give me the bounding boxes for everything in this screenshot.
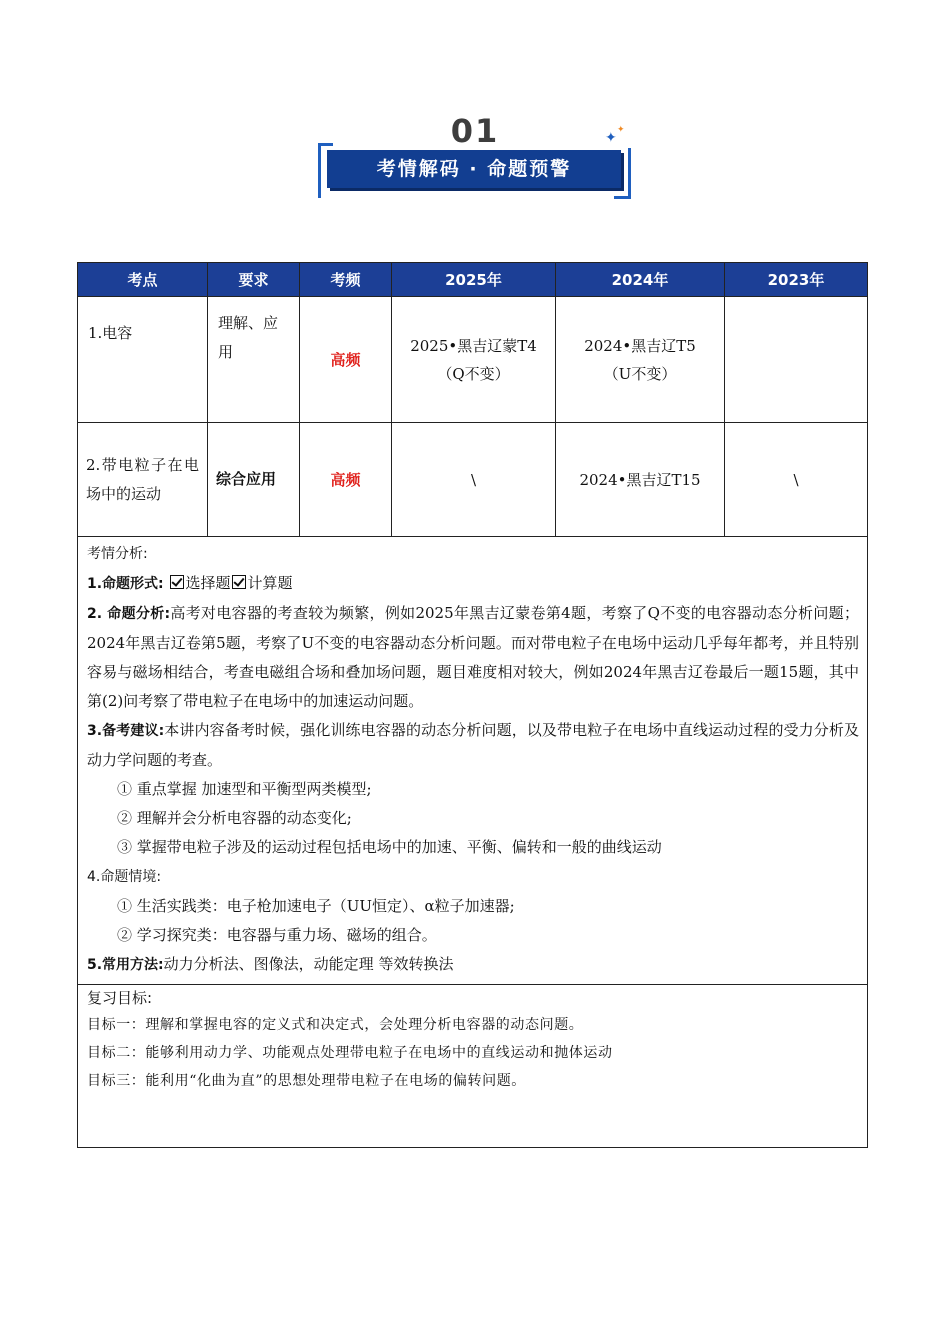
checkbox-checked-icon	[170, 575, 184, 589]
cell-2025-line2: （Q不变）	[437, 364, 510, 383]
header-2025: 2025年	[392, 263, 556, 297]
question-form-option: 计算题	[247, 574, 293, 592]
review-goal: 目标二：能够利用动力学、功能观点处理带电粒子在电场中的直线运动和抛体运动	[87, 1045, 613, 1061]
sparkle-icon: ✦	[605, 130, 617, 146]
list-item: ② 理解并会分析电容器的动态变化;	[117, 809, 352, 827]
cell-2023	[725, 297, 868, 423]
requirement-cell: 综合应用	[208, 423, 300, 537]
prep-advice-label: 3.备考建议:	[87, 723, 165, 739]
list-item: ③ 掌握带电粒子涉及的运动过程包括电场中的加速、平衡、偏转和一般的曲线运动	[117, 838, 662, 856]
header-topic: 考点	[78, 263, 208, 297]
frequency-cell: 高频	[300, 297, 392, 423]
table-header-row	[78, 263, 868, 297]
question-analysis-label: 2. 命题分析:	[87, 606, 171, 622]
list-item: ① 重点掌握 加速型和平衡型两类模型;	[117, 780, 372, 798]
prep-advice	[87, 716, 859, 775]
analysis-row	[78, 537, 868, 985]
topic-cell	[78, 423, 208, 537]
requirement-text: 理解、应用	[218, 314, 279, 361]
review-row	[78, 985, 868, 1148]
section-number: 01	[450, 112, 500, 150]
topic-cell	[78, 297, 208, 423]
cell-2024	[556, 297, 725, 423]
list-item: ① 生活实践类：电子枪加速电子（UU恒定）、α粒子加速器;	[117, 897, 515, 915]
header-frequency: 考频	[300, 263, 392, 297]
review-goal: 目标一：理解和掌握电容的定义式和决定式，会处理分析电容器的动态问题。	[87, 1017, 584, 1033]
review-goal: 目标三：能利用“化曲为直”的思想处理带电粒子在电场的偏转问题。	[87, 1073, 526, 1089]
context-label: 4.命题情境:	[87, 869, 162, 885]
common-methods-label: 5.常用方法:	[87, 957, 164, 973]
cell-2025: \	[392, 423, 556, 537]
cell-2024-line1: 2024•黑吉辽T5	[584, 336, 696, 355]
prep-advice-text: 本讲内容备考时候，强化训练电容器的动态分析问题，以及带电粒子在电场中直线运动过程的受力分析及动力学问题的考查。	[87, 721, 859, 769]
question-form-label: 1.命题形式:	[87, 576, 164, 592]
topic-text: 2.带电粒子在电场中的运动	[86, 455, 199, 503]
cell-2025	[392, 297, 556, 423]
question-analysis	[87, 599, 859, 716]
cell-2024: 2024•黑吉辽T15	[556, 423, 725, 537]
review-heading: 复习目标:	[87, 989, 153, 1007]
question-form	[87, 569, 859, 599]
header-requirement: 要求	[208, 263, 300, 297]
header-2024: 2024年	[556, 263, 725, 297]
requirement-cell	[208, 297, 300, 423]
analysis-heading: 考情分析:	[87, 546, 148, 562]
table-row	[78, 297, 868, 423]
section-title: 考情解码 · 命题预警	[376, 158, 572, 180]
list-item: ② 学习探究类：电容器与重力场、磁场的组合。	[117, 926, 437, 944]
analysis-cell	[78, 537, 868, 985]
section-banner	[0, 108, 950, 208]
common-methods	[87, 950, 859, 980]
exam-analysis-table	[77, 262, 868, 1148]
cell-2023: \	[725, 423, 868, 537]
banner-plate	[327, 150, 621, 188]
common-methods-text: 动力分析法、图像法，动能定理 等效转换法	[163, 955, 454, 973]
question-analysis-text: 高考对电容器的考查较为频繁，例如2025年黑吉辽蒙卷第4题，考察了Q不变的电容器动态分析问题；2024年黑吉辽卷第5题，考察了U不变的电容器动态分析问题。而对带电粒子在电场中运动几乎每年都考，并且特别容易与磁场相结合，考查电磁组合场和叠加场问题，题目难度相对较大，例如2024年黑吉辽卷最后一题15题，其中第(2)问考察了带电粒子在电场中的加速运动问题。	[87, 604, 859, 710]
topic-text: 1.电容	[88, 324, 133, 342]
cell-2025-line1: 2025•黑吉辽蒙T4	[410, 336, 537, 355]
review-cell	[78, 985, 868, 1148]
table-row	[78, 423, 868, 537]
frequency-cell: 高频	[300, 423, 392, 537]
sparkle-small-icon: ✦	[617, 125, 625, 135]
cell-2024-line2: （U不变）	[603, 364, 677, 383]
question-form-option: 选择题	[185, 574, 231, 592]
header-2023: 2023年	[725, 263, 868, 297]
checkbox-checked-icon	[232, 575, 246, 589]
